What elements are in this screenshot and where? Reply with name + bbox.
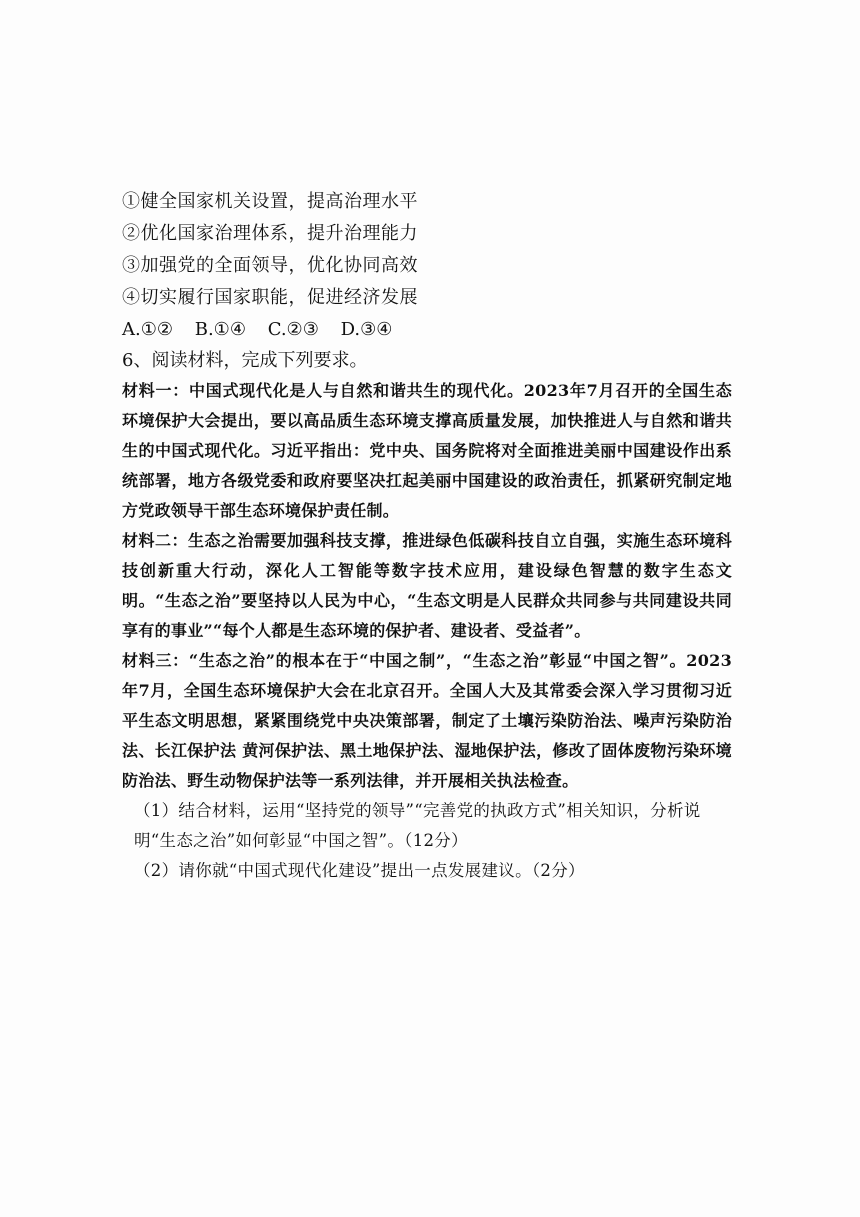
material-1 — [122, 376, 732, 526]
answer-choices — [122, 314, 732, 346]
answer-a: A.①② — [122, 319, 173, 340]
material-1-label: 材料一： — [122, 381, 189, 400]
material-2-text: 生态之治需要加强科技支撑，推进绿色低碳科技自立自强，实施生态环境科技创新重大行动，深化人工智能等数字技术应用，建设绿色智慧的数字生态文明。“生态之治”要坚持以人民为中心，“生态文明是人民群众共同参与共同建设共同享有的事业”“每个人都是生态环境的保护者、建设者、受益者”。 — [122, 531, 732, 640]
option-4: ④切实履行国家职能，促进经济发展 — [122, 287, 418, 308]
material-2-label: 材料二： — [122, 531, 188, 550]
material-2 — [122, 526, 732, 646]
question5-options — [122, 186, 732, 314]
material-1-text: 中国式现代化是人与自然和谐共生的现代化。2023年7月召开的全国生态环境保护大会提出，要以高品质生态环境支撑高质量发展，加快推进人与自然和谐共生的中国式现代化。习近平指出：党中央、国务院将对全面推进美丽中国建设作出系统部署，地方各级党委和政府要坚决扛起美丽中国建设的政治责任，抓紧研究制定地方党政领导干部生态环境保护责任制。 — [122, 381, 732, 520]
answer-b: B.①④ — [194, 319, 246, 340]
material-3-text: “生态之治”的根本在于“中国之制”，“生态之治”彰显“中国之智”。2023年7月，全国生态环境保护大会在北京召开。全国人大及其常委会深入学习贯彻习近平生态文明思想，紧紧围绕党中央决策部署，制定了土壤污染防治法、噪声污染防治法、长江保护法 黄河保护法、黑土地保护法、湿地保护法，修改了固体废物污染环境防治法、野生动物保护法等一系列法律，并开展相关执法检查。 — [122, 651, 732, 790]
option-3: ③加强党的全面领导，优化协同高效 — [122, 255, 418, 276]
question6-title: 6、阅读材料，完成下列要求。 — [122, 350, 368, 371]
question-content — [122, 186, 732, 886]
material-3 — [122, 646, 732, 796]
answer-d: D.③④ — [340, 319, 393, 340]
answer-c: C.②③ — [267, 319, 319, 340]
option-2: ②优化国家治理体系，提升治理能力 — [122, 223, 418, 244]
option-1: ①健全国家机关设置，提高治理水平 — [122, 191, 418, 212]
material-3-label: 材料三： — [122, 651, 189, 670]
sub-question-1: （1）结合材料，运用“坚持党的领导”“完善党的执政方式”相关知识，分析说明“生态之治”如何彰显“中国之智”。（12分） — [134, 801, 701, 850]
sub-question-2: （2）请你就“中国式现代化建设”提出一点发展建议。（2分） — [134, 861, 585, 880]
